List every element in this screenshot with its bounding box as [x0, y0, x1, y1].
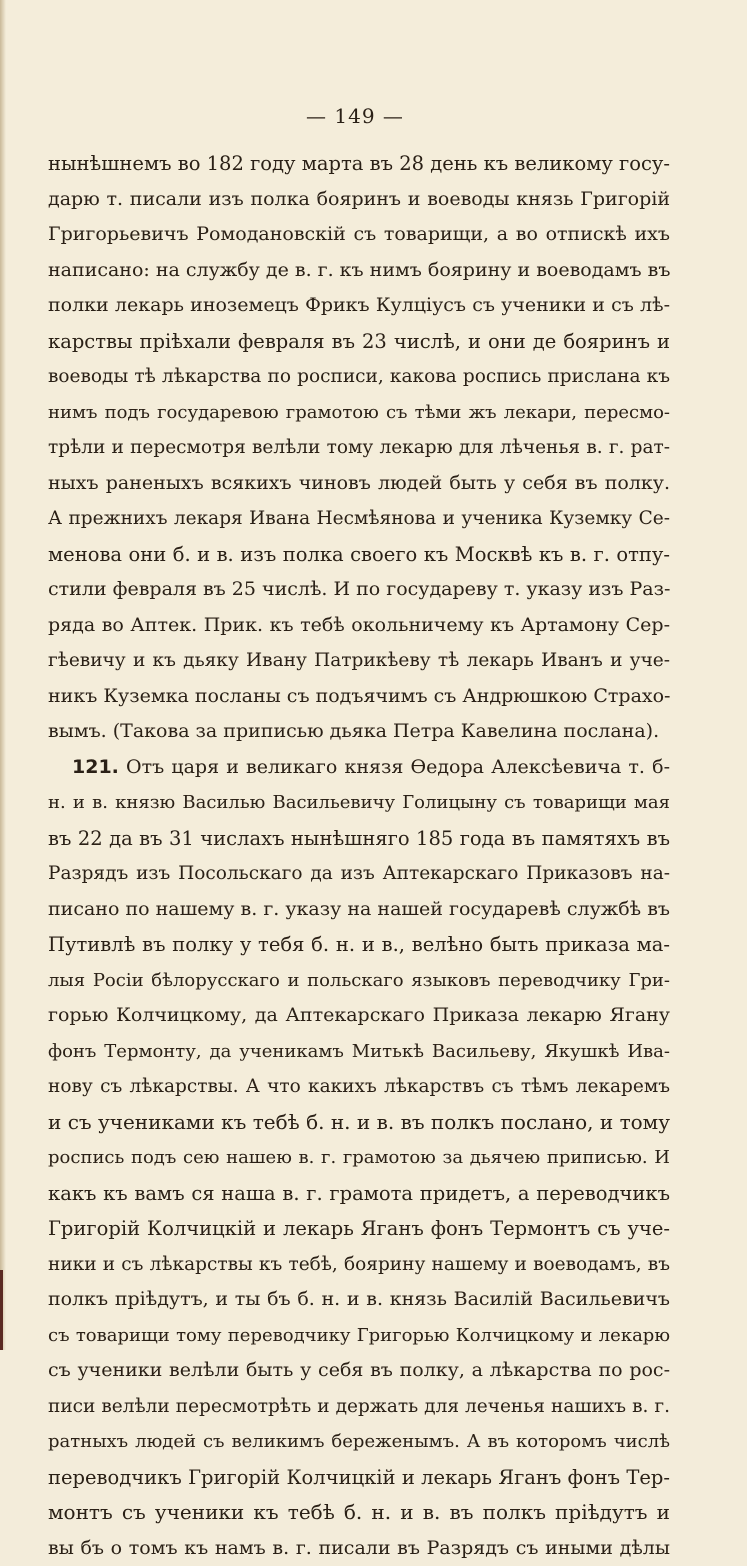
page-edge-shadow — [0, 0, 6, 1350]
paragraph-continuation — [48, 146, 670, 750]
section-number: 121. — [72, 756, 119, 778]
text-line: въ 22 да въ 31 числахъ нынѣшняго 185 года въ памятяхъ въ — [48, 821, 670, 857]
text-line: нову съ лѣкарствы. А что какихъ лѣкарствъ съ тѣмъ лекаремъ — [48, 1069, 670, 1105]
text-line: написано: на службу де в. г. къ нимъ боярину и воеводамъ въ — [48, 253, 670, 289]
text-line: полки лекарь иноземецъ Фрикъ Кулціусъ съ ученики и съ лѣ- — [48, 288, 670, 324]
text-line: фонъ Термонту, да ученикамъ Митькѣ Васильеву, Якушкѣ Ива- — [48, 1034, 670, 1070]
text-line: и съ учениками къ тебѣ б. н. и в. въ полкъ послано, и тому — [48, 1105, 670, 1141]
text-line: переводчикъ Григорій Колчицкій и лекарь Яганъ фонъ Тер- — [48, 1460, 670, 1496]
text-line: менова они б. и в. изъ полка своего къ Москвѣ къ в. г. отпу- — [48, 537, 670, 573]
text-line: съ товарищи тому переводчику Григорью Колчицкому и лекарю — [48, 1318, 670, 1354]
paragraph-121 — [48, 750, 670, 1566]
section-first-line: Отъ царя и великаго князя Ѳедора Алексѣевича т. б- — [126, 756, 670, 778]
page-edge-mark — [0, 1270, 3, 1350]
text-line: воеводы тѣ лѣкарства по росписи, какова роспись прислана къ — [48, 359, 670, 395]
text-line: карствы пріѣхали февраля въ 23 числѣ, и они де бояринъ и — [48, 324, 670, 360]
text-line: дарю т. писали изъ полка бояринъ и воеводы князь Григорій — [48, 182, 670, 218]
text-line: ряда во Аптек. Прик. къ тебѣ окольничему къ Артамону Сер- — [48, 608, 670, 644]
text-line: А прежнихъ лекаря Ивана Несмѣянова и ученика Куземку Се- — [48, 501, 670, 537]
text-line: ратныхъ людей съ великимъ береженымъ. А въ которомъ числѣ — [48, 1424, 670, 1460]
text-line: Разрядъ изъ Посольскаго да изъ Аптекарскаго Приказовъ на- — [48, 856, 670, 892]
text-line: ники и съ лѣкарствы къ тебѣ, боярину нашему и воеводамъ, въ — [48, 1247, 670, 1283]
text-line: полкъ пріѣдутъ, и ты бъ б. н. и в. князь Василій Васильевичъ — [48, 1282, 670, 1318]
text-line: н. и в. князю Василью Васильевичу Голицыну съ товарищи мая — [48, 785, 670, 821]
text-line: Путивлѣ въ полку у тебя б. н. и в., велѣно быть приказа ма- — [48, 927, 670, 963]
text-line: съ ученики велѣли быть у себя въ полку, а лѣкарства по рос- — [48, 1353, 670, 1389]
text-line: вы бъ о томъ къ намъ в. г. писали въ Разрядъ съ иными дѣлы — [48, 1531, 670, 1566]
text-line — [48, 750, 670, 786]
page-number: — 149 — — [0, 104, 710, 128]
text-line: роспись подъ сею нашею в. г. грамотою за дьячею приписью. И — [48, 1140, 670, 1176]
text-line: нимъ подъ государевою грамотою съ тѣми жъ лекари, пересмо- — [48, 395, 670, 431]
text-line: вымъ. (Такова за приписью дьяка Петра Кавелина послана). — [48, 714, 670, 750]
text-line: какъ къ вамъ ся наша в. г. грамота придетъ, а переводчикъ — [48, 1176, 670, 1212]
text-line: писано по нашему в. г. указу на нашей государевѣ службѣ въ — [48, 892, 670, 928]
text-line: Григорьевичъ Ромодановскій съ товарищи, а во отпискѣ ихъ — [48, 217, 670, 253]
text-line: трѣли и пересмотря велѣли тому лекарю для лѣченья в. г. рат- — [48, 430, 670, 466]
body-text — [48, 146, 670, 1566]
text-line: Григорій Колчицкій и лекарь Яганъ фонъ Термонтъ съ уче- — [48, 1211, 670, 1247]
text-line: ныхъ раненыхъ всякихъ чиновъ людей быть у себя въ полку. — [48, 466, 670, 502]
text-line: горью Колчицкому, да Аптекарскаго Приказа лекарю Ягану — [48, 998, 670, 1034]
text-line: стили февраля въ 25 числѣ. И по государеву т. указу изъ Раз- — [48, 572, 670, 608]
text-line: писи велѣли пересмотрѣть и держать для леченья нашихъ в. г. — [48, 1389, 670, 1425]
text-line: гѣевичу и къ дьяку Ивану Патрикѣеву тѣ лекарь Иванъ и уче- — [48, 643, 670, 679]
text-line: монтъ съ ученики къ тебѣ б. н. и в. въ полкъ пріѣдутъ и — [48, 1495, 670, 1531]
text-line: нынѣшнемъ во 182 году марта въ 28 день къ великому госу- — [48, 146, 670, 182]
text-line: лыя Росіи бѣлорусскаго и польскаго языковъ переводчику Гри- — [48, 963, 670, 999]
text-line: никъ Куземка посланы съ подъячимъ съ Андрюшкою Страхо- — [48, 679, 670, 715]
